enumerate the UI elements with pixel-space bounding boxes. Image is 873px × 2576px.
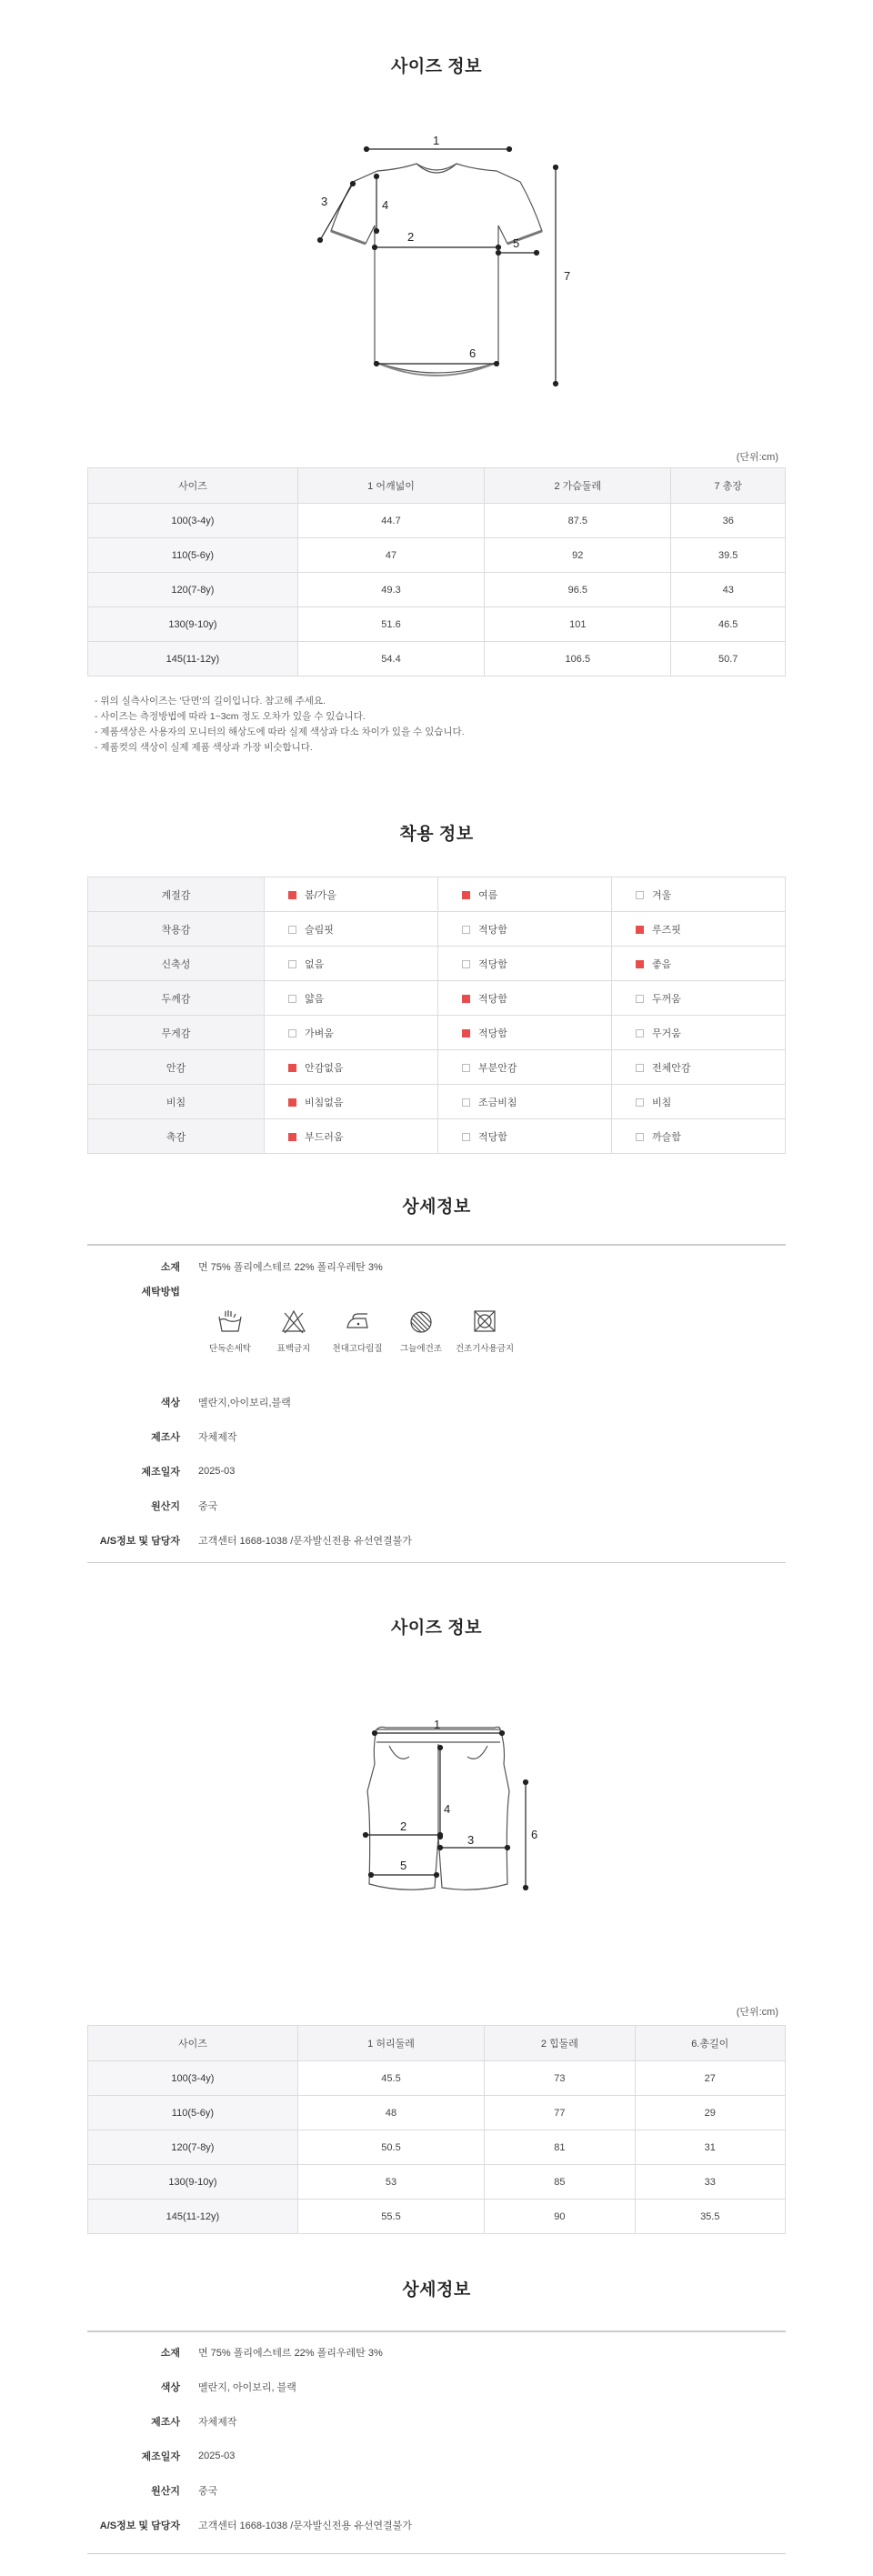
fit-option-label: 적당함 — [478, 958, 507, 970]
fit-option — [612, 1119, 786, 1154]
fit-option — [265, 1016, 438, 1050]
fit-option — [612, 1016, 786, 1050]
fit-option — [265, 912, 438, 947]
shorts-measurement-diagram — [0, 1700, 873, 1919]
table-row — [88, 2165, 786, 2200]
fit-row — [88, 1085, 786, 1119]
fit-option — [265, 877, 438, 912]
diagram-label-3: 3 — [467, 1833, 475, 1847]
fit-option — [438, 1050, 612, 1085]
table-row — [88, 2200, 786, 2234]
detail-value: 2025-03 — [198, 1466, 236, 1477]
detail-row-maker — [87, 2404, 786, 2439]
detail-row-date — [87, 1454, 786, 1488]
fit-option-label: 봄/가을 — [305, 889, 336, 901]
wash-item-label: 표백금지 — [276, 1344, 311, 1354]
table-cell: 96.5 — [485, 573, 671, 607]
table-cell: 130(9-10y) — [88, 2165, 298, 2200]
detail-label: 제조일자 — [141, 1467, 180, 1478]
diagram-label-6: 6 — [531, 1828, 538, 1841]
table-cell: 81 — [485, 2130, 635, 2165]
fit-option-label: 무거움 — [652, 1027, 681, 1039]
table-cell: 77 — [485, 2096, 635, 2130]
detail-info-1 — [87, 1255, 786, 1558]
fit-option — [438, 1016, 612, 1050]
fit-option — [265, 981, 438, 1016]
table-cell: 110(5-6y) — [88, 2096, 298, 2130]
size-info-title-bottoms: 사이즈 정보 — [390, 1619, 483, 1638]
unchecked-box-icon — [462, 960, 470, 968]
detail-value: 면 75% 폴리에스테르 22% 폴리우레탄 3% — [198, 1262, 383, 1273]
table-cell: 101 — [485, 607, 671, 642]
fit-row — [88, 877, 786, 912]
fit-option-label: 비침 — [652, 1097, 672, 1108]
table-cell: 45.5 — [297, 2061, 484, 2096]
fit-option-label: 안감없음 — [305, 1062, 344, 1074]
iron-low-icon — [344, 1308, 371, 1335]
table-cell: 27 — [635, 2061, 785, 2096]
table-cell: 50.5 — [297, 2130, 484, 2165]
table-cell: 110(5-6y) — [88, 538, 298, 573]
divider — [87, 2330, 786, 2332]
table-row — [88, 642, 786, 677]
fit-option-label: 전체안감 — [652, 1062, 691, 1074]
unit-label: (단위:cm) — [736, 2007, 778, 2018]
shade-dry-icon — [407, 1308, 435, 1335]
diagram-label-2: 2 — [400, 1819, 407, 1833]
fit-option-label: 여름 — [478, 889, 498, 901]
fit-row — [88, 947, 786, 981]
detail-row-as — [87, 2508, 786, 2542]
diagram-label-2: 2 — [407, 230, 415, 244]
no-tumble-dry-icon — [471, 1308, 498, 1335]
detail-value: 자체제작 — [198, 2417, 237, 2428]
table-cell: 54.4 — [297, 642, 484, 677]
fit-option-label: 적당함 — [478, 924, 507, 936]
detail-value: 고객센터 1668-1038 /문자발신전용 유선연결불가 — [198, 1536, 412, 1547]
fit-option — [612, 1050, 786, 1085]
checked-box-icon — [462, 1029, 470, 1037]
fit-row-label: 두께감 — [88, 981, 265, 1016]
detail-label: 제조사 — [151, 1432, 180, 1443]
diagram-label-5: 5 — [400, 1859, 407, 1872]
fit-row-label: 안감 — [88, 1050, 265, 1085]
diagram-label-5: 5 — [513, 236, 520, 250]
table-header-cell: 1 허리둘레 — [297, 2026, 484, 2061]
unchecked-box-icon — [288, 926, 296, 934]
detail-label: 색상 — [160, 2382, 180, 2393]
unchecked-box-icon — [636, 1098, 644, 1107]
divider — [87, 1244, 786, 1246]
table-cell: 120(7-8y) — [88, 2130, 298, 2165]
table-cell: 39.5 — [671, 538, 786, 573]
unchecked-box-icon — [462, 926, 470, 934]
table-cell: 50.7 — [671, 642, 786, 677]
unchecked-box-icon — [462, 1064, 470, 1072]
detail-info-2 — [87, 2335, 786, 2542]
fit-option-label: 슬림핏 — [305, 924, 334, 936]
table-cell: 43 — [671, 573, 786, 607]
fit-option — [612, 912, 786, 947]
fit-option-label: 적당함 — [478, 1131, 507, 1143]
table-cell: 36 — [671, 504, 786, 538]
fit-option — [612, 877, 786, 912]
detail-value: 고객센터 1668-1038 /문자발신전용 유선연결불가 — [198, 2521, 412, 2531]
fit-row — [88, 981, 786, 1016]
wash-item — [389, 1308, 453, 1354]
detail-value: 자체제작 — [198, 1432, 237, 1443]
fit-option-label: 적당함 — [478, 1027, 507, 1039]
table-cell: 51.6 — [297, 607, 484, 642]
fit-option — [438, 877, 612, 912]
table-cell: 145(11-12y) — [88, 642, 298, 677]
detail-row-origin — [87, 2473, 786, 2508]
table-cell: 31 — [635, 2130, 785, 2165]
fit-option-label: 비침없음 — [305, 1097, 344, 1108]
checked-box-icon — [288, 1133, 296, 1141]
table-cell: 29 — [635, 2096, 785, 2130]
fit-info-title: 착용 정보 — [399, 825, 474, 844]
tshirt-measurement-diagram — [0, 118, 873, 409]
size-notes — [95, 694, 465, 756]
fit-option — [265, 947, 438, 981]
fit-option — [438, 1119, 612, 1154]
fit-info-table — [87, 877, 786, 1154]
detail-row-date — [87, 2439, 786, 2473]
fit-option-label: 두꺼움 — [652, 993, 681, 1005]
table-header-cell: 1 어깨넓이 — [297, 468, 484, 504]
unchecked-box-icon — [288, 1029, 296, 1037]
detail-info-title-bottoms: 상세정보 — [402, 2280, 471, 2300]
fit-option — [265, 1119, 438, 1154]
table-row — [88, 538, 786, 573]
fit-option-label: 루즈핏 — [652, 924, 681, 936]
wash-item-label: 건조기사용금지 — [455, 1344, 515, 1354]
detail-label: 원산지 — [151, 1501, 180, 1512]
fit-option — [438, 947, 612, 981]
unchecked-box-icon — [636, 995, 644, 1003]
detail-label: A/S정보 및 담당자 — [99, 2521, 180, 2531]
bottom-size-table — [87, 2025, 786, 2234]
wash-item — [262, 1308, 326, 1354]
diagram-label-1: 1 — [434, 1718, 441, 1731]
unchecked-box-icon — [462, 1098, 470, 1107]
detail-label: 원산지 — [151, 2486, 180, 2497]
detail-label: 소재 — [160, 1262, 180, 1273]
fit-option-label: 겨울 — [652, 889, 672, 901]
table-cell: 85 — [485, 2165, 635, 2200]
detail-value: 멜란지,아이보리,블랙 — [198, 1398, 291, 1408]
diagram-label-4: 4 — [444, 1802, 451, 1816]
table-row — [88, 504, 786, 538]
table-cell: 73 — [485, 2061, 635, 2096]
diagram-label-1: 1 — [433, 134, 440, 147]
table-header-cell: 사이즈 — [88, 468, 298, 504]
unit-label: (단위:cm) — [736, 452, 778, 463]
note-line: - 위의 실측사이즈는 '단면'의 길이입니다. 참고해 주세요. — [95, 696, 326, 707]
fit-option-label: 부드러움 — [305, 1131, 344, 1143]
table-cell: 53 — [297, 2165, 484, 2200]
fit-option-label: 까슬함 — [652, 1131, 681, 1143]
hand-wash-icon — [216, 1308, 244, 1335]
table-header-cell: 사이즈 — [88, 2026, 298, 2061]
detail-value: 2025-03 — [198, 2451, 236, 2461]
checked-box-icon — [462, 891, 470, 899]
detail-row-color — [87, 2370, 786, 2404]
table-cell: 100(3-4y) — [88, 2061, 298, 2096]
unchecked-box-icon — [636, 1133, 644, 1141]
detail-label: 제조사 — [151, 2417, 180, 2428]
wash-item-label: 단독손세탁 — [209, 1344, 251, 1354]
detail-value: 중국 — [198, 1501, 218, 1512]
wash-item-label: 그늘에건조 — [400, 1344, 442, 1354]
size-info-title: 사이즈 정보 — [390, 57, 483, 76]
unchecked-box-icon — [636, 1029, 644, 1037]
table-cell: 92 — [485, 538, 671, 573]
table-cell: 48 — [297, 2096, 484, 2130]
fit-option — [612, 1085, 786, 1119]
checked-box-icon — [462, 995, 470, 1003]
fit-option-label: 얇음 — [305, 993, 325, 1005]
fit-option — [438, 912, 612, 947]
fit-option — [438, 981, 612, 1016]
fit-option-label: 없음 — [305, 958, 325, 970]
table-header-cell: 2 가슴둘레 — [485, 468, 671, 504]
detail-value: 멜란지, 아이보리, 블랙 — [198, 2382, 296, 2393]
table-cell: 120(7-8y) — [88, 573, 298, 607]
table-cell: 87.5 — [485, 504, 671, 538]
table-cell: 130(9-10y) — [88, 607, 298, 642]
wash-item — [326, 1308, 389, 1354]
unchecked-box-icon — [636, 891, 644, 899]
table-cell: 100(3-4y) — [88, 504, 298, 538]
detail-value: 중국 — [198, 2486, 218, 2497]
checked-box-icon — [288, 1098, 296, 1107]
checked-box-icon — [636, 960, 644, 968]
table-row — [88, 607, 786, 642]
detail-row-as — [87, 1523, 786, 1558]
detail-info-title: 상세정보 — [402, 1198, 471, 1217]
table-cell: 35.5 — [635, 2200, 785, 2234]
fit-option-label: 부분안감 — [478, 1062, 517, 1074]
detail-label: 제조일자 — [141, 2451, 180, 2462]
fit-option — [612, 947, 786, 981]
table-row — [88, 2061, 786, 2096]
diagram-label-4: 4 — [382, 198, 389, 212]
diagram-label-7: 7 — [564, 269, 571, 283]
fit-row — [88, 912, 786, 947]
wash-item-label: 천대고다림질 — [332, 1344, 383, 1354]
no-bleach-icon — [280, 1308, 307, 1335]
divider — [87, 2553, 786, 2554]
diagram-label-6: 6 — [469, 346, 477, 360]
unchecked-box-icon — [288, 960, 296, 968]
unchecked-box-icon — [636, 1064, 644, 1072]
wash-item — [198, 1308, 262, 1354]
fit-option-label: 조금비침 — [478, 1097, 517, 1108]
table-header-row — [88, 468, 786, 504]
detail-label: 색상 — [160, 1398, 180, 1408]
top-size-table — [87, 467, 786, 677]
fit-row — [88, 1016, 786, 1050]
detail-row-wash — [87, 1280, 786, 1302]
detail-row-material — [87, 2335, 786, 2370]
table-header-cell: 2 힙둘레 — [485, 2026, 635, 2061]
fit-row-label: 계절감 — [88, 877, 265, 912]
fit-option — [612, 981, 786, 1016]
table-row — [88, 2130, 786, 2165]
table-cell: 49.3 — [297, 573, 484, 607]
fit-option — [265, 1050, 438, 1085]
table-cell: 33 — [635, 2165, 785, 2200]
fit-row — [88, 1050, 786, 1085]
divider — [87, 1562, 786, 1563]
table-cell: 90 — [485, 2200, 635, 2234]
note-line: - 제품컷의 색상이 실제 제품 색상과 가장 비슷합니다. — [95, 742, 313, 753]
detail-row-maker — [87, 1419, 786, 1454]
table-cell: 55.5 — [297, 2200, 484, 2234]
table-header-cell: 6.총길이 — [635, 2026, 785, 2061]
fit-option — [265, 1085, 438, 1119]
checked-box-icon — [288, 891, 296, 899]
table-row — [88, 573, 786, 607]
fit-option-label: 가벼움 — [305, 1027, 334, 1039]
detail-label: 소재 — [160, 2348, 180, 2359]
unchecked-box-icon — [462, 1133, 470, 1141]
fit-row-label: 무게감 — [88, 1016, 265, 1050]
table-cell: 46.5 — [671, 607, 786, 642]
unchecked-box-icon — [288, 995, 296, 1003]
detail-row-origin — [87, 1488, 786, 1523]
table-cell: 106.5 — [485, 642, 671, 677]
note-line: - 제품색상은 사용자의 모니터의 해상도에 따라 실제 색상과 다소 차이가 있을 수 있습니다. — [95, 727, 465, 737]
note-line: - 사이즈는 측정방법에 따라 1~3cm 정도 오차가 있을 수 있습니다. — [95, 711, 366, 722]
fit-row — [88, 1119, 786, 1154]
wash-icons — [198, 1308, 786, 1354]
detail-value: 면 75% 폴리에스테르 22% 폴리우레탄 3% — [198, 2348, 383, 2359]
table-cell: 44.7 — [297, 504, 484, 538]
fit-row-label: 신축성 — [88, 947, 265, 981]
table-header-cell: 7 총장 — [671, 468, 786, 504]
fit-row-label: 비침 — [88, 1085, 265, 1119]
checked-box-icon — [636, 926, 644, 934]
detail-label: 세탁방법 — [141, 1287, 180, 1298]
table-cell: 145(11-12y) — [88, 2200, 298, 2234]
fit-row-label: 촉감 — [88, 1119, 265, 1154]
detail-row-color — [87, 1385, 786, 1419]
checked-box-icon — [288, 1064, 296, 1072]
table-row — [88, 2096, 786, 2130]
diagram-label-3: 3 — [321, 195, 328, 208]
fit-option — [438, 1085, 612, 1119]
detail-row-material — [87, 1255, 786, 1278]
fit-row-label: 착용감 — [88, 912, 265, 947]
table-header-row — [88, 2026, 786, 2061]
detail-label: A/S정보 및 담당자 — [99, 1536, 180, 1547]
fit-option-label: 좋음 — [652, 958, 672, 970]
table-cell: 47 — [297, 538, 484, 573]
wash-item — [453, 1308, 517, 1354]
fit-option-label: 적당함 — [478, 993, 507, 1005]
